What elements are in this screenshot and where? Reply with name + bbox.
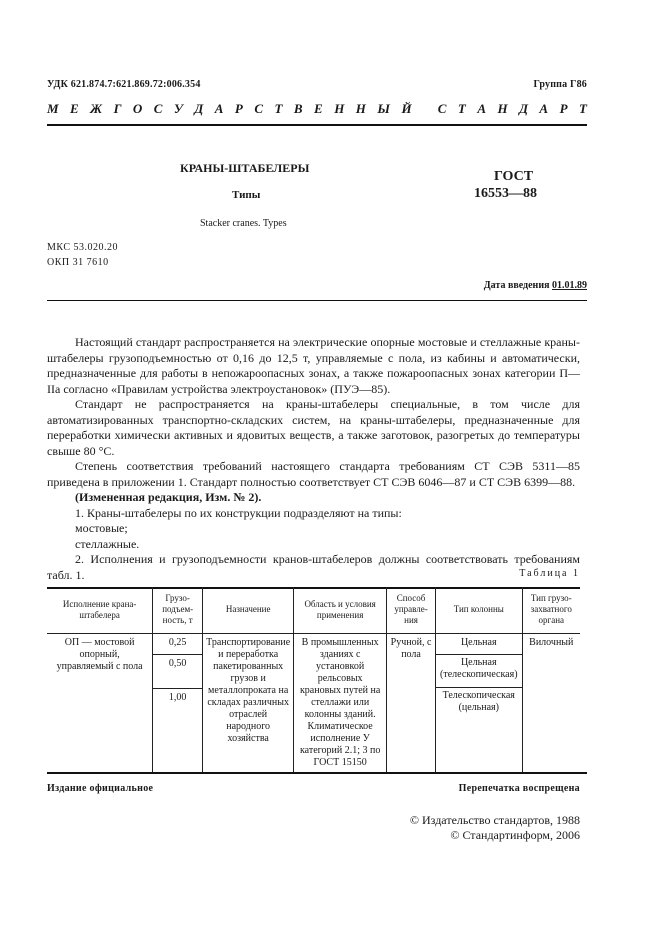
- body-text: [47, 335, 580, 583]
- paragraph-amendment: (Измененная редакция, Изм. № 2).: [75, 490, 262, 504]
- column-type: Цельная (телескопическая): [436, 655, 522, 688]
- heading-letter: Ы: [377, 101, 390, 116]
- okp-code: ОКП 31 7610: [47, 257, 109, 268]
- document-title: КРАНЫ-ШТАБЕЛЕРЫ: [180, 161, 310, 175]
- paragraph-item-1: 1. Краны-штабелеры по их конструкции подразделяют на типы:: [75, 505, 402, 520]
- date-value: 01.01.89: [552, 280, 587, 291]
- footer-rule: [47, 772, 587, 774]
- paragraph-type-bridge: мостовые;: [75, 521, 128, 535]
- heading-letter: А: [214, 101, 224, 116]
- heading-letter: Т: [274, 101, 283, 116]
- gost-code: 16553—88: [474, 186, 537, 201]
- heading-letter: Д: [194, 101, 204, 116]
- cell-gripper: Вилочный: [522, 633, 580, 772]
- header-area: Область и условия применения: [294, 587, 387, 633]
- heading-letter: М: [47, 101, 59, 116]
- column-type: Телескопическая (цельная): [442, 689, 515, 713]
- heading-letter: Н: [355, 101, 366, 116]
- header-execution: Исполнение крана-штабелера: [47, 587, 153, 633]
- paragraph-item-2: 2. Исполнения и грузоподъемности кранов-штабелеров должны соответствовать требованиям табл. 1.: [47, 552, 580, 582]
- classification-codes: [47, 240, 118, 270]
- copyright-line: © Издательство стандартов, 1988: [409, 813, 580, 827]
- column-type: Цельная: [436, 634, 522, 655]
- heading-letter: С: [254, 101, 264, 116]
- date-label: Дата введения: [483, 280, 550, 291]
- copyright-line: © Стандартинформ, 2006: [450, 828, 580, 842]
- heading-letter: Н: [497, 101, 508, 116]
- heading-letter: Ж: [90, 101, 103, 116]
- capacity-value: 0,50: [153, 655, 202, 689]
- paragraph-exclusions: Стандарт не распространяется на краны-штабелеры специальные, в том числе для автоматизированных транспортно-складских систем, на краны-штабелеры, предназначенные для переработки химически активных и ядовитых веществ, а также заготовок, разогретых до температуры свыше 80 °С.: [47, 397, 580, 458]
- header-gripper-type: Тип грузо-захватного органа: [522, 587, 580, 633]
- cell-purpose: Транспортирование и переработка пакетированных грузов и металлопроката на складах различных отраслей народного хозяйства: [203, 633, 294, 772]
- heading-letter: Д: [519, 101, 528, 116]
- gost-number: [474, 168, 537, 202]
- heading-letter: [423, 101, 426, 117]
- cell-capacities: [153, 633, 203, 772]
- header-capacity: Грузо-подъем-ность, т: [153, 587, 203, 633]
- heading-letter: Й: [401, 101, 412, 116]
- heading-letter: А: [539, 101, 549, 116]
- interstate-standard-heading: [47, 101, 587, 117]
- heading-letter: У: [173, 101, 183, 116]
- date-rule: [47, 300, 587, 301]
- heading-letter: Р: [559, 101, 568, 116]
- paragraph-scope: Настоящий стандарт распространяется на электрические опорные мостовые и стеллажные краны-штабелеры грузоподъемностью от 0,16 до 12,5 т, управляемые с пола, из кабины и автоматически, предназначенные для работы в непожароопасных зонах, а также пожароопасных зонах категории П—IIa согласно «Правилам устройства электроустановок» (ПУЭ—85).: [47, 335, 580, 396]
- official-edition: Издание официальное: [47, 783, 154, 794]
- copyright: [410, 813, 580, 843]
- crane-table: [47, 587, 580, 772]
- document-subtitle: Типы: [232, 189, 261, 201]
- paragraph-type-rack: стеллажные.: [75, 536, 140, 551]
- header-rule: [47, 124, 587, 126]
- cell-execution: ОП — мостовой опорный, управляемый с пола: [56, 636, 143, 672]
- gost-label: ГОСТ: [494, 169, 534, 184]
- mks-code: МКС 53.020.20: [47, 242, 118, 253]
- cell-area: В промышленных зданиях с установкой рельсовых крановых путей на стеллажи или колонны зданий. Климатическое исполнение У категорий 2.1; 3 по ГОСТ 15150: [294, 633, 387, 772]
- heading-letter: Р: [234, 101, 243, 116]
- heading-letter: В: [293, 101, 303, 116]
- heading-letter: А: [477, 101, 486, 116]
- paragraph-sev: Степень соответствия требований настоящего стандарта требованиям СТ СЭВ 5311—85 приведена в приложении 1. Стандарт полностью соответствует СТ СЭВ 6046—87 и СТ СЭВ 6399—88.: [47, 459, 580, 489]
- header-column-type: Тип колонны: [436, 587, 523, 633]
- capacity-value: 1,00: [168, 691, 187, 703]
- capacity-value: 0,25: [153, 634, 202, 655]
- heading-letter: Т: [578, 101, 587, 116]
- heading-letter: С: [437, 101, 447, 116]
- table-caption: Таблица 1: [519, 568, 580, 579]
- header-purpose: Назначение: [203, 587, 294, 633]
- group-code: Группа Г86: [533, 79, 587, 90]
- heading-letter: Т: [457, 101, 466, 116]
- effective-date: [484, 280, 587, 291]
- heading-letter: О: [132, 101, 143, 116]
- header-control: Способ управле-ния: [387, 587, 436, 633]
- heading-letter: С: [153, 101, 163, 116]
- heading-letter: Г: [113, 101, 122, 116]
- udk-code: УДК 621.874.7:621.869.72:006.354: [47, 79, 201, 90]
- english-title: Stacker cranes. Types: [200, 218, 287, 229]
- heading-letter: Н: [334, 101, 345, 116]
- cell-control: Ручной, с пола: [387, 633, 436, 772]
- cell-column-types: [436, 633, 523, 772]
- heading-letter: Е: [70, 101, 79, 116]
- reprint-notice: Перепечатка воспрещена: [458, 783, 580, 794]
- heading-letter: Е: [314, 101, 323, 116]
